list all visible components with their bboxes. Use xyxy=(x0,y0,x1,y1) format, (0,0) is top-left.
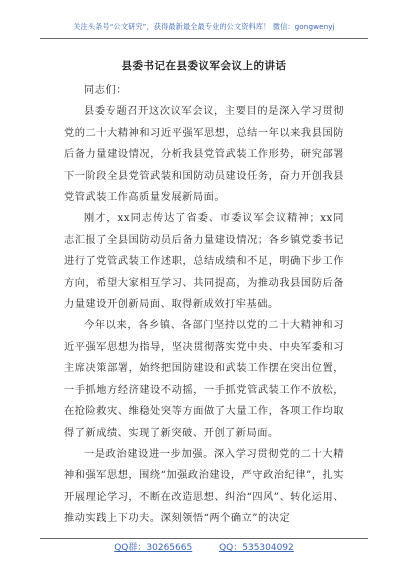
salutation: 同志们： xyxy=(84,85,127,96)
qq-contact-link[interactable]: QQ：535304092 xyxy=(219,543,294,553)
paragraph-3: 今年以来，各乡镇、各部门坚持以党的二十大精神和习近平强军思想为指导，坚决贯彻落实党中央、中央军委和习主席决策部署，始终把国防建设和武装工作摆在突出位置，一手抓地方经济建设不动摇，一手抓党管武装工作不放松，在抢险救灾、维稳处突等方面做了大量工作，各项工作均取得了新成绩、实现了新突破、开创了新局面。 xyxy=(64,320,344,439)
document-body xyxy=(64,80,344,530)
paragraph-1: 县委专题召开这次议军会议，主要目的是深入学习贯彻党的二十大精神和习近平强军思想，总结一年以来我县国防后备力量建设情况，分析我县党管武装工作形势，研究部署下一阶段全县党管武装和国防动员建设任务，奋力开创我县党管武装工作高质量发展新局面。 xyxy=(64,106,344,204)
footer-divider xyxy=(40,538,368,539)
qq-group-link[interactable]: QQ群：30265665 xyxy=(114,543,193,553)
document-title: 县委书记在县委议军会议上的讲话 xyxy=(121,60,287,72)
footer xyxy=(0,540,408,553)
header-divider xyxy=(40,38,368,39)
paragraph-2: 刚才，xx同志传达了省委、市委议军会议精神；xx同志汇报了全县国防动员后备力量建设情况；各乡镇党委书记进行了党管武装工作述职，总结成绩和不足，明确下步工作方向，希望大家相互学习、共同提高，为推动我县国防后备力量建设开创新局面、取得新成效打牢基础。 xyxy=(64,213,344,311)
paragraph-4: 一是政治建设进一步加强。深入学习贯彻党的二十大精神和强军思想，围绕“加强政治建设，严守政治纪律”，扎实开展理论学习，不断在改造思想、纠治“四风”、转化运用、推动实践上下功夫。深刻领悟“两个确立”的决定 xyxy=(64,448,344,525)
header-banner: 关注头条号“公文研究”，获得最新最全最专业的公文资料库！ 微信：gongwenyj xyxy=(73,22,335,31)
